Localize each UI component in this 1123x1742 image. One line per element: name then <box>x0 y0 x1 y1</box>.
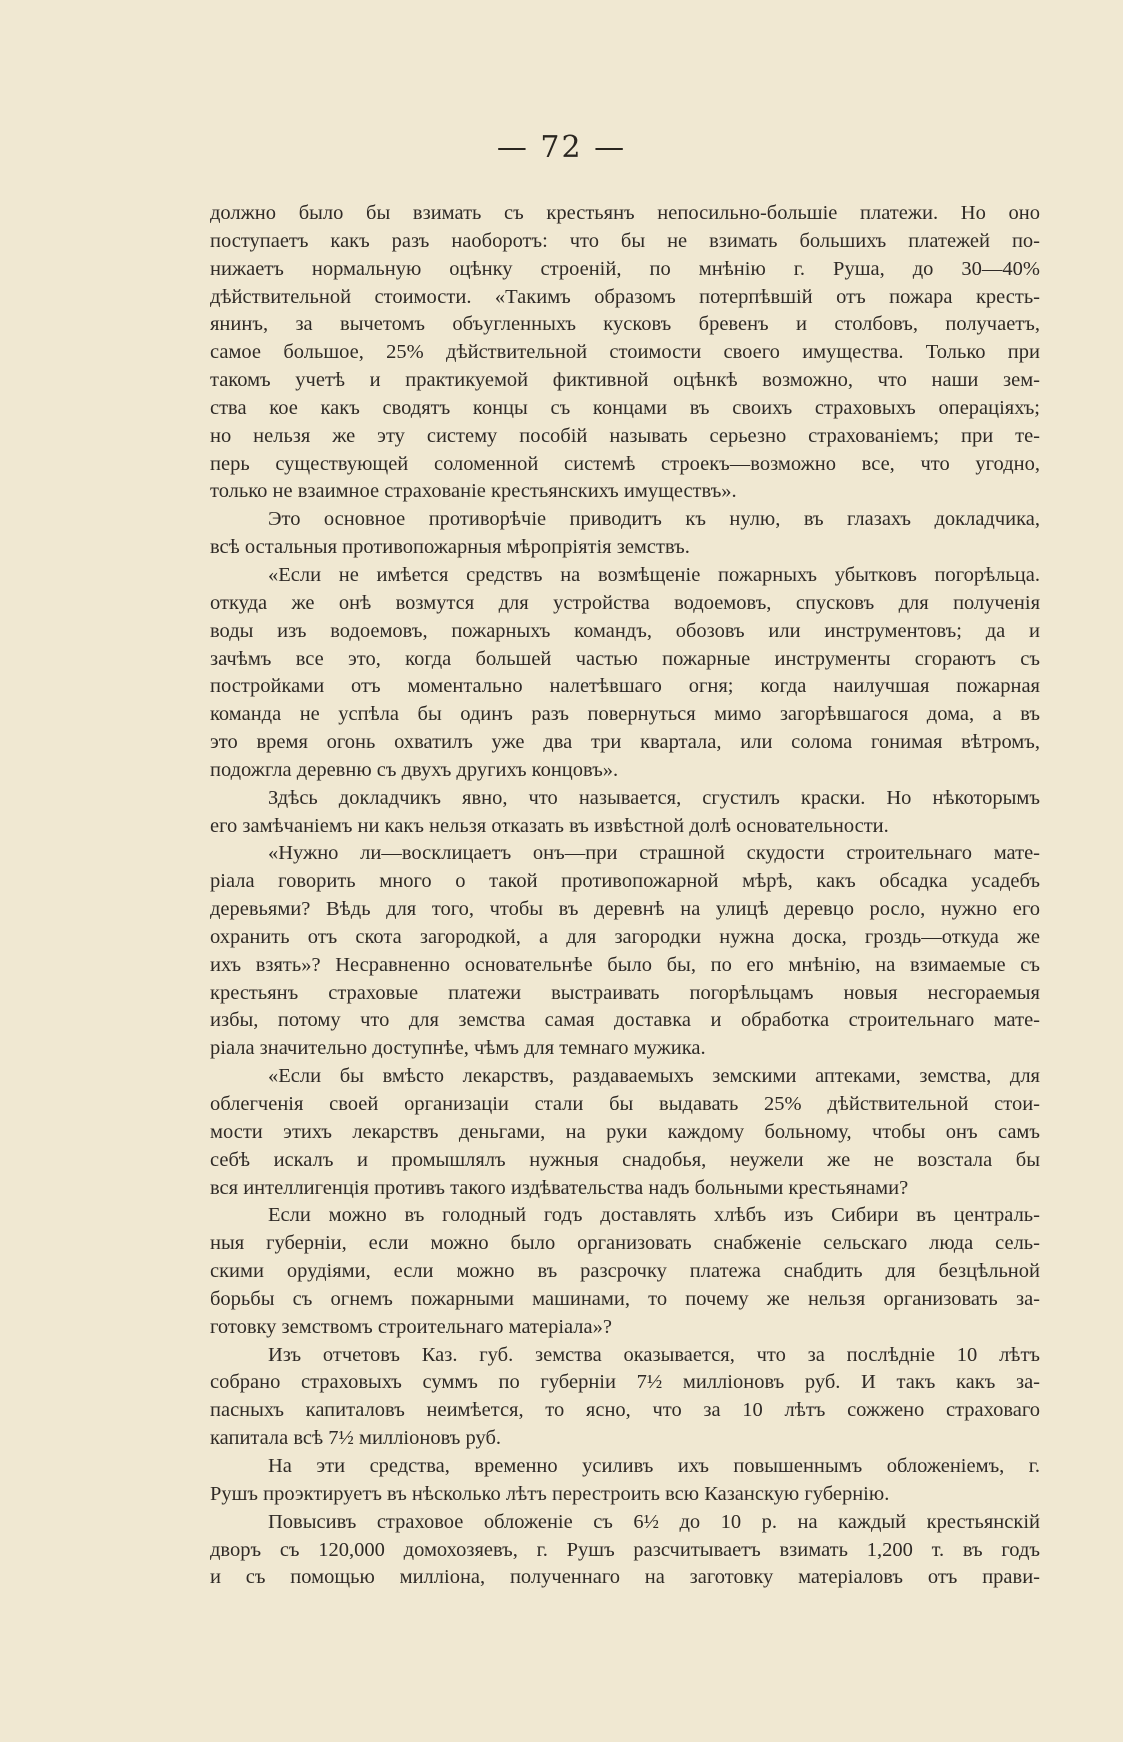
text-line: откуда же онѣ возмутся для устройства водоемовъ, спусковъ для полученія <box>210 591 1040 614</box>
text-line: Здѣсь докладчикъ явно, что называется, сгустилъ краски. Но нѣкоторымъ <box>268 786 1040 809</box>
text-line: Рушъ проэктируетъ въ нѣсколько лѣтъ перестроить всю Казанскую губернію. <box>210 1482 890 1505</box>
text-line: команда не успѣла бы одинъ разъ повернуться мимо загорѣвшагося дома, а въ <box>210 703 1040 726</box>
text-line: облегченія своей организаціи стали бы выдавать 25% дѣйствительной стои- <box>210 1093 1040 1115</box>
text-line: ныя губерніи, если можно было организовать снабженіе сельскаго люда сель- <box>210 1232 1040 1255</box>
text-line: На эти средства, временно усиливъ ихъ повышеннымъ обложеніемъ, г. <box>268 1454 1040 1477</box>
text-line: себѣ искалъ и промышлялъ нужныя снадобья, неужели же не возстала бы <box>210 1148 1040 1171</box>
text-line: «Если бы вмѣсто лекарствъ, раздаваемыхъ земскими аптеками, земства, для <box>268 1065 1040 1088</box>
text-line: всѣ остальныя противопожарныя мѣропріятія земствъ. <box>210 536 690 559</box>
text-line: «Если не имѣется средствъ на возмѣщеніе пожарныхъ убытковъ погорѣльца. <box>268 563 1040 586</box>
text-line: поступаетъ какъ разъ наоборотъ: что бы не взимать большихъ платежей по- <box>210 229 1040 252</box>
text-line: дѣйствительной стоимости. «Такимъ образомъ потерпѣвшій отъ пожара кресть- <box>210 285 1040 308</box>
text-line: Это основное противорѣчіе приводитъ къ нулю, въ глазахъ докладчика, <box>268 508 1040 531</box>
text-line: только не взаимное страхованіе крестьянскихъ имуществъ». <box>210 480 737 503</box>
page-number: — 72 — <box>496 130 627 165</box>
text-line: мости этихъ лекарствъ деньгами, на руки каждому больному, чтобы онъ самъ <box>210 1120 1040 1143</box>
text-line: ихъ взять»? Несравненно основательнѣе было бы, по его мнѣнію, на взимаемые съ <box>210 953 1040 976</box>
text-line: но нельзя же эту систему пособій называть серьезно страхованіемъ; при те- <box>210 424 1040 447</box>
text-line: нижаетъ нормальную оцѣнку строеній, по мнѣнію г. Руша, до 30—40% <box>210 257 1040 280</box>
text-line: воды изъ водоемовъ, пожарныхъ командъ, обозовъ или инструментовъ; да и <box>210 619 1040 642</box>
text-line: охранить отъ скота загородкой, а для загородки нужна доска, гроздь—откуда же <box>210 925 1040 948</box>
text-line: готовку земствомъ строительнаго матеріала»? <box>210 1315 612 1338</box>
text-line: ріала значительно доступнѣе, чѣмъ для темнаго мужика. <box>210 1037 706 1060</box>
text-line: борьбы съ огнемъ пожарными машинами, то почему же нельзя организовать за- <box>210 1287 1040 1310</box>
text-line: и съ помощью милліона, полученнаго на заготовку матеріаловъ отъ прави- <box>210 1566 1040 1589</box>
text-line: такомъ учетѣ и практикуемой фиктивной оцѣнкѣ возможно, что наши зем- <box>210 369 1040 392</box>
text-line: его замѣчаніемъ ни какъ нельзя отказать въ извѣстной долѣ основательности. <box>210 814 889 837</box>
text-line: крестьянъ страховые платежи выстраивать погорѣльцамъ новыя несгораемыя <box>210 981 1040 1004</box>
text-line: вся интеллигенція противъ такого издѣвательства надъ больными крестьянами? <box>210 1176 909 1199</box>
text-line: постройками отъ моментально налетѣвшаго огня; когда наилучшая пожарная <box>210 675 1040 698</box>
text-line: деревьями? Вѣдь для того, чтобы въ деревнѣ на улицѣ деревцо росло, нужно его <box>210 898 1040 921</box>
text-line: Если можно въ голодный годъ доставлять хлѣбъ изъ Сибири въ централь- <box>268 1204 1040 1227</box>
text-line: Изъ отчетовъ Каз. губ. земства оказывается, что за послѣдніе 10 лѣтъ <box>268 1343 1040 1366</box>
text-line: янинъ, за вычетомъ объугленныхъ кусковъ бревенъ и столбовъ, получаетъ, <box>210 313 1040 336</box>
text-line: капитала всѣ 7½ милліоновъ руб. <box>210 1427 502 1450</box>
text-line: дворъ съ 120,000 домохозяевъ, г. Рушъ разсчитываетъ взимать 1,200 т. въ годъ <box>210 1538 1040 1561</box>
text-line: «Нужно ли—восклицаетъ онъ—при страшной скудости строительнаго мате- <box>268 842 1040 865</box>
text-line: зачѣмъ все это, когда большей частью пожарные инструменты сгораютъ съ <box>210 647 1040 670</box>
text-line: избы, потому что для земства самая доставка и обработка строительнаго мате- <box>210 1009 1040 1032</box>
text-line: Повысивъ страховое обложеніе съ 6½ до 10 р. на каждый крестьянскій <box>268 1510 1040 1533</box>
text-line: самое большое, 25% дѣйствительной стоимости своего имущества. Только при <box>210 341 1040 364</box>
text-line: скими орудіями, если можно въ разсрочку платежа снабдить для безцѣльной <box>210 1260 1040 1283</box>
text-line: ства кое какъ сводятъ концы съ концами въ своихъ страховыхъ операціяхъ; <box>210 396 1040 419</box>
text-line: перь существующей соломенной системѣ строекъ—возможно все, что угодно, <box>210 452 1040 475</box>
text-line: подожгла деревню съ двухъ другихъ концовъ». <box>210 758 619 781</box>
text-line: собрано страховыхъ суммъ по губерніи 7½ милліоновъ руб. И такъ какъ за- <box>210 1371 1040 1394</box>
text-line: должно было бы взимать съ крестьянъ непосильно-большіе платежи. Но оно <box>210 202 1040 224</box>
text-line: пасныхъ капиталовъ неимѣется, то ясно, что за 10 лѣтъ сожжено страховаго <box>210 1399 1040 1422</box>
text-line: это время огонь охватилъ уже два три квартала, или солома гонимая вѣтромъ, <box>210 731 1040 754</box>
body-text <box>210 200 1040 1592</box>
text-line: ріала говорить много о такой противопожарной мѣрѣ, какъ обсадка усадебъ <box>210 870 1040 893</box>
